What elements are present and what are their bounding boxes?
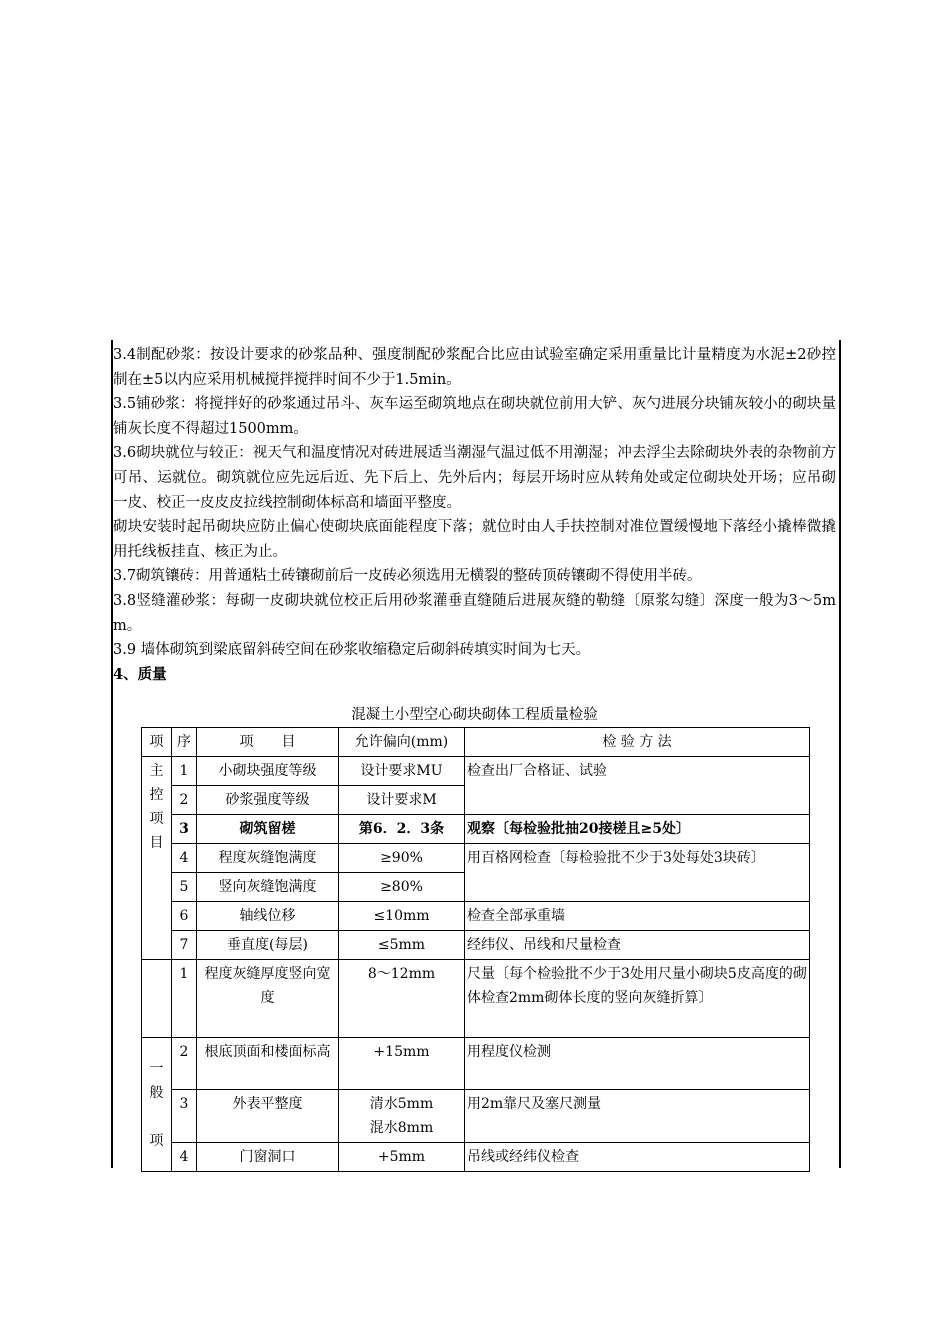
table-row [142, 1143, 810, 1172]
row-method: 尺量〔每个检验批不少于3处用尺量小砌块5皮高度的砌体检查2mm砌体长度的竖向灰缝折算〕 [465, 960, 810, 1038]
row-method: 用2m靠尺及塞尺测量 [465, 1090, 810, 1143]
row-tolerance: 第6．2．3条 [339, 815, 465, 844]
header-tolerance: 允许偏向(mm) [339, 728, 465, 757]
quality-table [141, 727, 810, 1172]
table-row [142, 815, 810, 844]
header-method: 检 验 方 法 [465, 728, 810, 757]
paragraph-3-8: 3.8竖缝灌砂浆：每砌一皮砌块就位校正后用砂浆灌垂直缝随后进展灰缝的勒缝〔原浆勾缝〕深度一般为3～5mm。 [113, 592, 836, 634]
row-method: 经纬仪、吊线和尺量检查 [465, 931, 810, 960]
paragraph-3-6: 3.6砌块就位与较正：视天气和温度情况对砖进展适当潮湿气温过低不用潮湿；冲去浮尘去除砌块外表的杂物前方可吊、运就位。砌筑就位应先远后近、先下后上、先外后内；每层开场时应从转角处或定位砌块处开场；应吊砌一皮、校正一皮皮皮拉线控制砌体标高和墙面平整度。 [113, 445, 836, 511]
row-item: 竖向灰缝饱满度 [197, 873, 339, 902]
group-general-blank [142, 960, 172, 1038]
row-no: 6 [172, 902, 197, 931]
row-method: 检查全部承重墙 [465, 902, 810, 931]
row-tolerance: ≥90% [339, 844, 465, 873]
row-method: 观察〔每检验批抽20接槎且≥5处〕 [465, 815, 810, 844]
row-tolerance: 设计要求MU [339, 757, 465, 786]
row-item: 程度灰缝饱满度 [197, 844, 339, 873]
table-row [142, 960, 810, 1038]
row-tolerance: ≤5mm [339, 931, 465, 960]
row-method: 检查出厂合格证、试验 [465, 757, 810, 815]
section-heading: 4、质量 [113, 665, 167, 683]
row-item: 轴线位移 [197, 902, 339, 931]
row-no: 4 [172, 844, 197, 873]
row-item: 根底顶面和楼面标高 [197, 1038, 339, 1090]
table-row [142, 902, 810, 931]
row-tolerance: ≥80% [339, 873, 465, 902]
paragraph-3-7: 3.7砌筑镶砖：用普通粘土砖镶砌前后一皮砖必须选用无横裂的整砖顶砖镶砌不得使用半砖。 [113, 568, 702, 585]
table-row [142, 1090, 810, 1143]
row-item: 垂直度(每层) [197, 931, 339, 960]
paragraph-3-5: 3.5铺砂浆：将搅拌好的砂浆通过吊斗、灰车运至砌筑地点在砌块就位前用大铲、灰勺进展分块铺灰较小的砌块量铺灰长度不得超过1500mm。 [113, 396, 836, 437]
row-method: 用百格网检查〔每检验批不少于3处每处3块砖〕 [465, 844, 810, 902]
table-header-row [142, 728, 810, 757]
row-tolerance: +5mm [339, 1143, 465, 1172]
table-row [142, 931, 810, 960]
row-item: 程度灰缝厚度竖向宽度 [197, 960, 339, 1038]
row-item: 砂浆强度等级 [197, 786, 339, 815]
table-row [142, 1038, 810, 1090]
row-tolerance: ≤10mm [339, 902, 465, 931]
row-no: 3 [172, 815, 197, 844]
row-item: 小砌块强度等级 [197, 757, 339, 786]
row-no: 2 [172, 786, 197, 815]
document-body [113, 343, 836, 687]
table-row [142, 757, 810, 786]
table-title: 混凝土小型空心砌块砌体工程质量检验 [351, 707, 598, 723]
group-general: 一 般 项 [142, 1038, 172, 1172]
group-main-control: 主 控 项 目 [142, 757, 172, 960]
paragraph-installation: 砌块安装时起吊砌块应防止偏心使砌块底面能程度下落；就位时由人手扶控制对准位置缓慢地下落经小撬棒微撬用托线板挂直、核正为止。 [113, 519, 836, 560]
paragraph-3-9: 3.9 墙体砌筑到梁底留斜砖空间在砂浆收缩稳定后砌斜砖填实时间为七天。 [113, 642, 591, 659]
row-no: 4 [172, 1143, 197, 1172]
row-no: 2 [172, 1038, 197, 1090]
header-no: 序 [172, 728, 197, 757]
row-tolerance: 设计要求M [339, 786, 465, 815]
row-tolerance: +15mm [339, 1038, 465, 1090]
row-item: 砌筑留槎 [197, 815, 339, 844]
row-method: 用程度仪检测 [465, 1038, 810, 1090]
row-method: 吊线或经纬仪检查 [465, 1143, 810, 1172]
header-item: 项 目 [197, 728, 339, 757]
row-no: 5 [172, 873, 197, 902]
row-item: 门窗洞口 [197, 1143, 339, 1172]
row-tolerance: 清水5mm 混水8mm [339, 1090, 465, 1143]
header-group: 项 [142, 728, 172, 757]
paragraph-3-4: 3.4制配砂浆：按设计要求的砂浆品种、强度制配砂浆配合比应由试验室确定采用重量比计量精度为水泥±2砂控制在±5以内应采用机械搅拌搅拌时间不少于1.5min。 [113, 347, 836, 388]
row-no: 1 [172, 960, 197, 1038]
row-no: 1 [172, 757, 197, 786]
row-item: 外表平整度 [197, 1090, 339, 1143]
row-no: 3 [172, 1090, 197, 1143]
row-tolerance: 8～12mm [339, 960, 465, 1038]
table-row [142, 844, 810, 873]
row-no: 7 [172, 931, 197, 960]
